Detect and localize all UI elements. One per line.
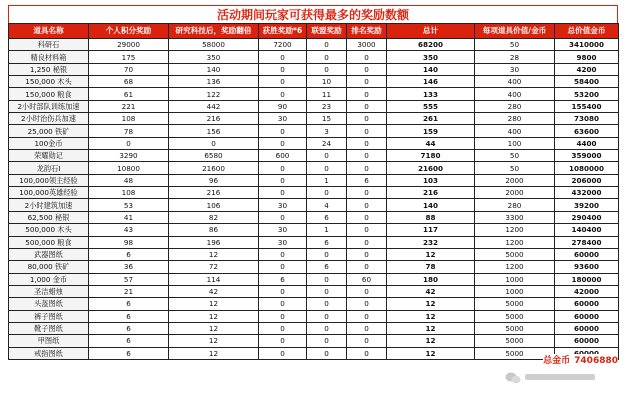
table-cell: 155400 bbox=[555, 100, 619, 112]
table-cell: 12 bbox=[169, 335, 259, 347]
table-cell: 42 bbox=[169, 285, 259, 297]
table-cell: 21600 bbox=[169, 162, 259, 174]
item-name-cell: 精良材料箱 bbox=[9, 51, 89, 63]
table-row bbox=[9, 285, 619, 297]
table-row bbox=[9, 335, 619, 347]
table-cell: 0 bbox=[259, 322, 307, 334]
table-cell: 0 bbox=[347, 63, 387, 75]
table-cell: 0 bbox=[307, 63, 347, 75]
table-cell: 133 bbox=[387, 88, 475, 100]
table-cell: 0 bbox=[347, 125, 387, 137]
table-cell: 30 bbox=[475, 63, 555, 75]
table-cell: 140 bbox=[387, 199, 475, 211]
table-cell: 12 bbox=[169, 322, 259, 334]
table-cell: 0 bbox=[307, 347, 347, 359]
table-cell: 28 bbox=[475, 51, 555, 63]
table-cell: 60000 bbox=[555, 298, 619, 310]
table-cell: 0 bbox=[259, 261, 307, 273]
table-cell: 0 bbox=[307, 273, 347, 285]
table-cell: 78 bbox=[387, 261, 475, 273]
table-cell: 232 bbox=[387, 236, 475, 248]
table-row bbox=[9, 261, 619, 273]
item-name-cell: 62,500 秘银 bbox=[9, 211, 89, 223]
table-cell: 117 bbox=[387, 224, 475, 236]
table-cell: 3290 bbox=[89, 150, 169, 162]
table-cell: 280 bbox=[475, 113, 555, 125]
table-cell: 5000 bbox=[475, 347, 555, 359]
table-cell: 5000 bbox=[475, 335, 555, 347]
table-cell: 5000 bbox=[475, 322, 555, 334]
table-cell: 12 bbox=[387, 310, 475, 322]
table-cell: 0 bbox=[259, 187, 307, 199]
table-cell: 122 bbox=[169, 88, 259, 100]
table-cell: 0 bbox=[307, 162, 347, 174]
table-cell: 0 bbox=[307, 51, 347, 63]
table-cell: 60 bbox=[347, 273, 387, 285]
table-cell: 106 bbox=[169, 199, 259, 211]
table-cell: 1080000 bbox=[555, 162, 619, 174]
table-cell: 4 bbox=[307, 199, 347, 211]
reward-table bbox=[8, 23, 619, 360]
table-cell: 6 bbox=[89, 248, 169, 260]
table-row bbox=[9, 51, 619, 63]
page-title: 活动期间玩家可获得最多的奖励数额 bbox=[8, 5, 618, 23]
table-row bbox=[9, 248, 619, 260]
item-name-cell: 100金币 bbox=[9, 137, 89, 149]
table-row bbox=[9, 211, 619, 223]
table-cell: 30 bbox=[259, 224, 307, 236]
table-row bbox=[9, 63, 619, 75]
table-cell: 2000 bbox=[475, 174, 555, 186]
item-name-cell: 80,000 铁矿 bbox=[9, 261, 89, 273]
item-name-cell: 1,250 秘银 bbox=[9, 63, 89, 75]
column-header: 研究科技后，奖励翻倍 bbox=[169, 24, 259, 39]
table-cell: 555 bbox=[387, 100, 475, 112]
table-cell: 0 bbox=[259, 298, 307, 310]
table-cell: 0 bbox=[307, 39, 347, 51]
table-cell: 0 bbox=[347, 88, 387, 100]
item-name-cell: 500,000 木头 bbox=[9, 224, 89, 236]
table-cell: 0 bbox=[259, 285, 307, 297]
table-cell: 0 bbox=[307, 298, 347, 310]
table-cell: 0 bbox=[347, 162, 387, 174]
column-header: 获胜奖励*6 bbox=[259, 24, 307, 39]
table-row bbox=[9, 224, 619, 236]
table-cell: 24 bbox=[307, 137, 347, 149]
table-cell: 175 bbox=[89, 51, 169, 63]
table-cell: 86 bbox=[169, 224, 259, 236]
table-cell: 140 bbox=[169, 63, 259, 75]
table-row bbox=[9, 322, 619, 334]
table-row bbox=[9, 310, 619, 322]
table-cell: 6 bbox=[347, 174, 387, 186]
table-cell: 78 bbox=[89, 125, 169, 137]
table-cell: 15 bbox=[307, 113, 347, 125]
table-cell: 0 bbox=[347, 113, 387, 125]
table-cell: 0 bbox=[347, 224, 387, 236]
table-cell: 350 bbox=[169, 51, 259, 63]
table-cell: 108 bbox=[89, 113, 169, 125]
item-name-cell: 靴子图纸 bbox=[9, 322, 89, 334]
table-cell: 0 bbox=[259, 162, 307, 174]
table-cell: 12 bbox=[387, 347, 475, 359]
table-cell: 90 bbox=[259, 100, 307, 112]
table-cell: 140400 bbox=[555, 224, 619, 236]
table-cell: 61 bbox=[89, 88, 169, 100]
column-header: 总计 bbox=[387, 24, 475, 39]
watermark-text bbox=[525, 374, 595, 380]
table-cell: 50 bbox=[475, 150, 555, 162]
table-cell: 4200 bbox=[555, 63, 619, 75]
item-name-cell: 龙韵石I bbox=[9, 162, 89, 174]
table-cell: 280 bbox=[475, 100, 555, 112]
table-cell: 216 bbox=[169, 113, 259, 125]
table-cell: 5000 bbox=[475, 248, 555, 260]
table-cell: 0 bbox=[307, 310, 347, 322]
table-cell: 1 bbox=[307, 174, 347, 186]
table-row bbox=[9, 273, 619, 285]
table-cell: 0 bbox=[259, 211, 307, 223]
table-cell: 6 bbox=[307, 261, 347, 273]
table-cell: 1200 bbox=[475, 261, 555, 273]
table-row bbox=[9, 100, 619, 112]
table-row bbox=[9, 236, 619, 248]
table-row bbox=[9, 88, 619, 100]
table-cell: 3300 bbox=[475, 211, 555, 223]
table-cell: 58400 bbox=[555, 76, 619, 88]
table-cell: 0 bbox=[259, 88, 307, 100]
item-name-cell: 科研石 bbox=[9, 39, 89, 51]
table-cell: 600 bbox=[259, 150, 307, 162]
table-row bbox=[9, 39, 619, 51]
watermark bbox=[505, 366, 615, 388]
header-row bbox=[9, 24, 619, 39]
table-cell: 12 bbox=[169, 310, 259, 322]
table-cell: 0 bbox=[347, 261, 387, 273]
table-cell: 12 bbox=[387, 298, 475, 310]
table-cell: 114 bbox=[169, 273, 259, 285]
column-header: 个人积分奖励 bbox=[89, 24, 169, 39]
table-cell: 60000 bbox=[555, 335, 619, 347]
table-cell: 39200 bbox=[555, 199, 619, 211]
table-cell: 359000 bbox=[555, 150, 619, 162]
table-cell: 1200 bbox=[475, 224, 555, 236]
item-name-cell: 头盔图纸 bbox=[9, 298, 89, 310]
table-cell: 36 bbox=[89, 261, 169, 273]
table-cell: 0 bbox=[307, 150, 347, 162]
table-row bbox=[9, 187, 619, 199]
table-cell: 10800 bbox=[89, 162, 169, 174]
table-cell: 21 bbox=[89, 285, 169, 297]
table-cell: 53 bbox=[89, 199, 169, 211]
table-cell: 63600 bbox=[555, 125, 619, 137]
total-label: 总金币 bbox=[543, 356, 571, 366]
table-cell: 6 bbox=[307, 236, 347, 248]
table-cell: 30 bbox=[259, 236, 307, 248]
item-name-cell: 甲图纸 bbox=[9, 335, 89, 347]
total-value: 7406880 bbox=[574, 356, 618, 366]
table-cell: 6 bbox=[89, 310, 169, 322]
table-cell: 5000 bbox=[475, 310, 555, 322]
table-row bbox=[9, 162, 619, 174]
item-name-cell: 100,000英雄经验 bbox=[9, 187, 89, 199]
table-row bbox=[9, 137, 619, 149]
table-cell: 12 bbox=[169, 298, 259, 310]
table-cell: 0 bbox=[347, 322, 387, 334]
table-cell: 82 bbox=[169, 211, 259, 223]
table-cell: 0 bbox=[347, 76, 387, 88]
item-name-cell: 武器图纸 bbox=[9, 248, 89, 260]
table-cell: 12 bbox=[387, 335, 475, 347]
wechat-icon bbox=[505, 371, 521, 383]
table-cell: 12 bbox=[387, 322, 475, 334]
table-cell: 60000 bbox=[555, 322, 619, 334]
table-cell: 12 bbox=[169, 347, 259, 359]
table-cell: 0 bbox=[347, 347, 387, 359]
table-row bbox=[9, 113, 619, 125]
table-cell: 350 bbox=[387, 51, 475, 63]
table-cell: 6580 bbox=[169, 150, 259, 162]
item-name-cell: 1,000 金币 bbox=[9, 273, 89, 285]
table-row bbox=[9, 150, 619, 162]
table-cell: 6 bbox=[89, 298, 169, 310]
item-name-cell: 500,000 粮食 bbox=[9, 236, 89, 248]
table-cell: 206000 bbox=[555, 174, 619, 186]
item-name-cell: 150,000 木头 bbox=[9, 76, 89, 88]
item-name-cell: 25,000 铁矿 bbox=[9, 125, 89, 137]
table-cell: 12 bbox=[169, 248, 259, 260]
column-header: 每项道具价值/金币 bbox=[475, 24, 555, 39]
table-cell: 0 bbox=[307, 285, 347, 297]
table-cell: 280 bbox=[475, 199, 555, 211]
table-cell: 29000 bbox=[89, 39, 169, 51]
table-cell: 432000 bbox=[555, 187, 619, 199]
table-cell: 60000 bbox=[555, 310, 619, 322]
reward-sheet bbox=[8, 5, 618, 360]
table-cell: 216 bbox=[169, 187, 259, 199]
table-cell: 88 bbox=[387, 211, 475, 223]
table-cell: 23 bbox=[307, 100, 347, 112]
table-cell: 0 bbox=[259, 125, 307, 137]
table-cell: 21600 bbox=[387, 162, 475, 174]
table-cell: 1000 bbox=[475, 285, 555, 297]
table-body bbox=[9, 39, 619, 360]
table-cell: 0 bbox=[307, 322, 347, 334]
table-cell: 6 bbox=[89, 335, 169, 347]
table-cell: 6 bbox=[89, 347, 169, 359]
table-cell: 0 bbox=[347, 211, 387, 223]
table-cell: 0 bbox=[347, 236, 387, 248]
table-row bbox=[9, 76, 619, 88]
table-cell: 70 bbox=[89, 63, 169, 75]
table-cell: 12 bbox=[387, 248, 475, 260]
table-cell: 156 bbox=[169, 125, 259, 137]
table-cell: 50 bbox=[475, 39, 555, 51]
table-cell: 261 bbox=[387, 113, 475, 125]
table-cell: 103 bbox=[387, 174, 475, 186]
table-cell: 7180 bbox=[387, 150, 475, 162]
table-cell: 0 bbox=[259, 51, 307, 63]
table-cell: 3410000 bbox=[555, 39, 619, 51]
table-cell: 6 bbox=[307, 211, 347, 223]
table-cell: 146 bbox=[387, 76, 475, 88]
table-cell: 196 bbox=[169, 236, 259, 248]
table-cell: 0 bbox=[347, 137, 387, 149]
table-cell: 0 bbox=[259, 174, 307, 186]
table-cell: 159 bbox=[387, 125, 475, 137]
table-cell: 1 bbox=[307, 224, 347, 236]
item-name-cell: 2小时部队训练加速 bbox=[9, 100, 89, 112]
table-cell: 0 bbox=[347, 310, 387, 322]
table-cell: 3 bbox=[307, 125, 347, 137]
table-cell: 290400 bbox=[555, 211, 619, 223]
table-cell: 3000 bbox=[347, 39, 387, 51]
table-cell: 9800 bbox=[555, 51, 619, 63]
table-cell: 98 bbox=[89, 236, 169, 248]
table-cell: 136 bbox=[169, 76, 259, 88]
table-cell: 44 bbox=[387, 137, 475, 149]
table-cell: 0 bbox=[347, 199, 387, 211]
item-name-cell: 2小时建筑加速 bbox=[9, 199, 89, 211]
table-cell: 7200 bbox=[259, 39, 307, 51]
table-cell: 442 bbox=[169, 100, 259, 112]
table-row bbox=[9, 174, 619, 186]
table-cell: 180 bbox=[387, 273, 475, 285]
column-header: 排名奖励 bbox=[347, 24, 387, 39]
table-cell: 0 bbox=[259, 63, 307, 75]
table-cell: 96 bbox=[169, 174, 259, 186]
table-cell: 100 bbox=[475, 137, 555, 149]
table-cell: 10 bbox=[307, 76, 347, 88]
table-cell: 0 bbox=[259, 76, 307, 88]
table-cell: 6 bbox=[89, 322, 169, 334]
item-name-cell: 戒指图纸 bbox=[9, 347, 89, 359]
table-cell: 1000 bbox=[475, 273, 555, 285]
item-name-cell: 2小时治伤兵加速 bbox=[9, 113, 89, 125]
table-cell: 0 bbox=[347, 150, 387, 162]
table-cell: 72 bbox=[169, 261, 259, 273]
column-header: 道具名称 bbox=[9, 24, 89, 39]
table-cell: 5000 bbox=[475, 298, 555, 310]
table-row bbox=[9, 199, 619, 211]
table-cell: 53200 bbox=[555, 88, 619, 100]
table-row bbox=[9, 347, 619, 359]
table-row bbox=[9, 125, 619, 137]
item-name-cell: 裤子图纸 bbox=[9, 310, 89, 322]
table-cell: 0 bbox=[347, 187, 387, 199]
table-cell: 0 bbox=[347, 335, 387, 347]
table-cell: 0 bbox=[259, 347, 307, 359]
table-cell: 0 bbox=[347, 298, 387, 310]
table-cell: 0 bbox=[89, 137, 169, 149]
table-cell: 73080 bbox=[555, 113, 619, 125]
table-cell: 0 bbox=[347, 100, 387, 112]
table-cell: 400 bbox=[475, 76, 555, 88]
table-cell: 0 bbox=[347, 248, 387, 260]
table-cell: 0 bbox=[307, 187, 347, 199]
table-cell: 11 bbox=[307, 88, 347, 100]
table-cell: 50 bbox=[475, 162, 555, 174]
table-cell: 0 bbox=[307, 248, 347, 260]
table-row bbox=[9, 298, 619, 310]
table-cell: 1200 bbox=[475, 236, 555, 248]
table-cell: 41 bbox=[89, 211, 169, 223]
table-cell: 216 bbox=[387, 187, 475, 199]
column-header: 总价值金币 bbox=[555, 24, 619, 39]
table-cell: 0 bbox=[259, 248, 307, 260]
table-cell: 57 bbox=[89, 273, 169, 285]
item-name-cell: 150,000 粮食 bbox=[9, 88, 89, 100]
table-cell: 221 bbox=[89, 100, 169, 112]
item-name-cell: 100,000领主经验 bbox=[9, 174, 89, 186]
table-cell: 42000 bbox=[555, 285, 619, 297]
table-cell: 6 bbox=[259, 273, 307, 285]
table-cell: 60000 bbox=[555, 248, 619, 260]
table-cell: 0 bbox=[259, 310, 307, 322]
column-header: 联盟奖励 bbox=[307, 24, 347, 39]
table-cell: 0 bbox=[347, 51, 387, 63]
table-cell: 0 bbox=[169, 137, 259, 149]
table-cell: 0 bbox=[259, 137, 307, 149]
table-cell: 43 bbox=[89, 224, 169, 236]
table-cell: 0 bbox=[307, 335, 347, 347]
table-cell: 2000 bbox=[475, 187, 555, 199]
table-cell: 0 bbox=[259, 335, 307, 347]
item-name-cell: 荣耀勋记 bbox=[9, 150, 89, 162]
table-cell: 68 bbox=[89, 76, 169, 88]
table-cell: 93600 bbox=[555, 261, 619, 273]
table-cell: 0 bbox=[347, 285, 387, 297]
table-cell: 180000 bbox=[555, 273, 619, 285]
table-cell: 400 bbox=[475, 88, 555, 100]
table-cell: 278400 bbox=[555, 236, 619, 248]
table-cell: 140 bbox=[387, 63, 475, 75]
item-name-cell: 圣洁蜡烛 bbox=[9, 285, 89, 297]
table-cell: 108 bbox=[89, 187, 169, 199]
table-cell: 4400 bbox=[555, 137, 619, 149]
table-cell: 400 bbox=[475, 125, 555, 137]
table-cell: 48 bbox=[89, 174, 169, 186]
table-cell: 30 bbox=[259, 199, 307, 211]
table-cell: 42 bbox=[387, 285, 475, 297]
table-cell: 30 bbox=[259, 113, 307, 125]
table-cell: 68200 bbox=[387, 39, 475, 51]
table-cell: 58000 bbox=[169, 39, 259, 51]
